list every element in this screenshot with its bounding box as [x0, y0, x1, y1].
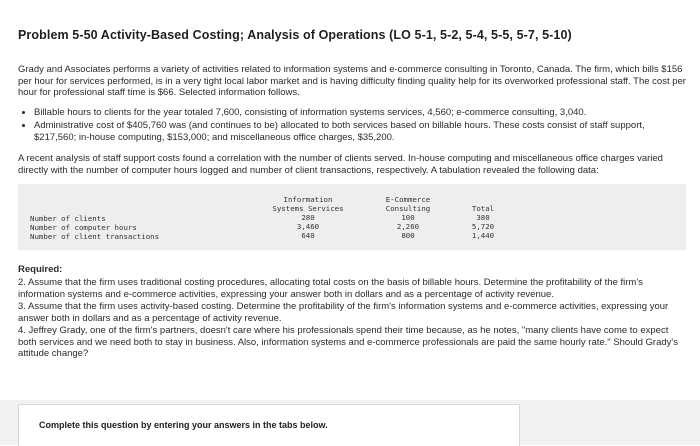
column-header: Systems Services	[272, 204, 344, 213]
answer-tabs-panel	[18, 404, 520, 446]
page-title: Problem 5-50 Activity-Based Costing; Analysis of Operations (LO 5-1, 5-2, 5-4, 5-5, 5-7, 5-10)	[18, 28, 572, 42]
col-e-commerce	[368, 195, 448, 240]
table-cell: 1,440	[471, 231, 495, 240]
footer-instruction: Complete this question by entering your answers in the tabs below.	[39, 420, 328, 430]
intro-paragraph: Grady and Associates performs a variety of activities related to information systems and e-commerce consulting in Toronto, Canada. The firm, which bills $156 per hour for services performed, is in a very tight local labor market and is having difficulty finding quality help for its overworked professional staff. The cost per hour for professional staff time is $66. Selected information follows.	[18, 64, 686, 98]
facts-list	[18, 107, 686, 144]
table-cell: 380	[476, 213, 490, 222]
question-3: 3. Assume that the firm uses activity-based costing. Determine the profitability of the firm's information systems and e-commerce activities, expressing your answer both in dollars and as a percentage of activity revenue.	[18, 301, 669, 324]
problem-content	[18, 14, 686, 361]
analysis-paragraph: A recent analysis of staff support costs found a correlation with the number of clients served. In-house computing and miscellaneous office charges varied directly with the number of computer hours logged and number of client transactions, respectively. A tabulation revealed the following data:	[18, 153, 663, 176]
table-cell: 800	[401, 231, 415, 240]
col-total	[453, 195, 513, 240]
column-header: Information	[283, 195, 333, 204]
question-2: 2. Assume that the firm uses traditional costing procedures, allocating total costs on the basis of billable hours. Determine the profitability of the firm's information systems and e-commerce activities, expressing your answer both in dollars and as a percentage of activity revenue.	[18, 277, 643, 300]
column-header: Consulting	[385, 204, 431, 213]
table-cell: 3,460	[296, 222, 320, 231]
question-4: 4. Jeffrey Grady, one of the firm's partners, doesn't care where his professionals spend their time because, as he notes, "many clients have come to expect both services and we need both to stay in business. Also, information systems and e-commerce professionals are paid the same hourly rate." Should Grady's attitude change?	[18, 325, 678, 359]
column-header: Total	[471, 204, 495, 213]
table-cell: 2,260	[396, 222, 420, 231]
table-cell: 640	[301, 231, 315, 240]
col-information-systems	[258, 195, 358, 240]
table-cell: 100	[401, 213, 415, 222]
table-cell: 280	[301, 213, 315, 222]
row-label-transactions: Number of client transactions	[30, 232, 160, 241]
table-cell: 5,720	[471, 222, 495, 231]
list-item: • Billable hours to clients for the year totaled 7,600, consisting of information systems services, 4,560; e-commerce consulting, 3,040.	[34, 107, 686, 119]
column-header	[453, 195, 513, 204]
required-heading: Required:	[18, 264, 63, 275]
list-item: • Administrative cost of $405,760 was (and continues to be) allocated to both services based on billable hours. These costs consist of staff support, $217,560; in-house computing, $153,000; and miscellaneous office charges, $35,200.	[34, 120, 686, 143]
row-label-computer-hours: Number of computer hours	[30, 223, 137, 232]
column-header: E-Commerce	[385, 195, 431, 204]
row-label-clients: Number of clients	[30, 214, 106, 223]
data-table	[18, 184, 686, 250]
